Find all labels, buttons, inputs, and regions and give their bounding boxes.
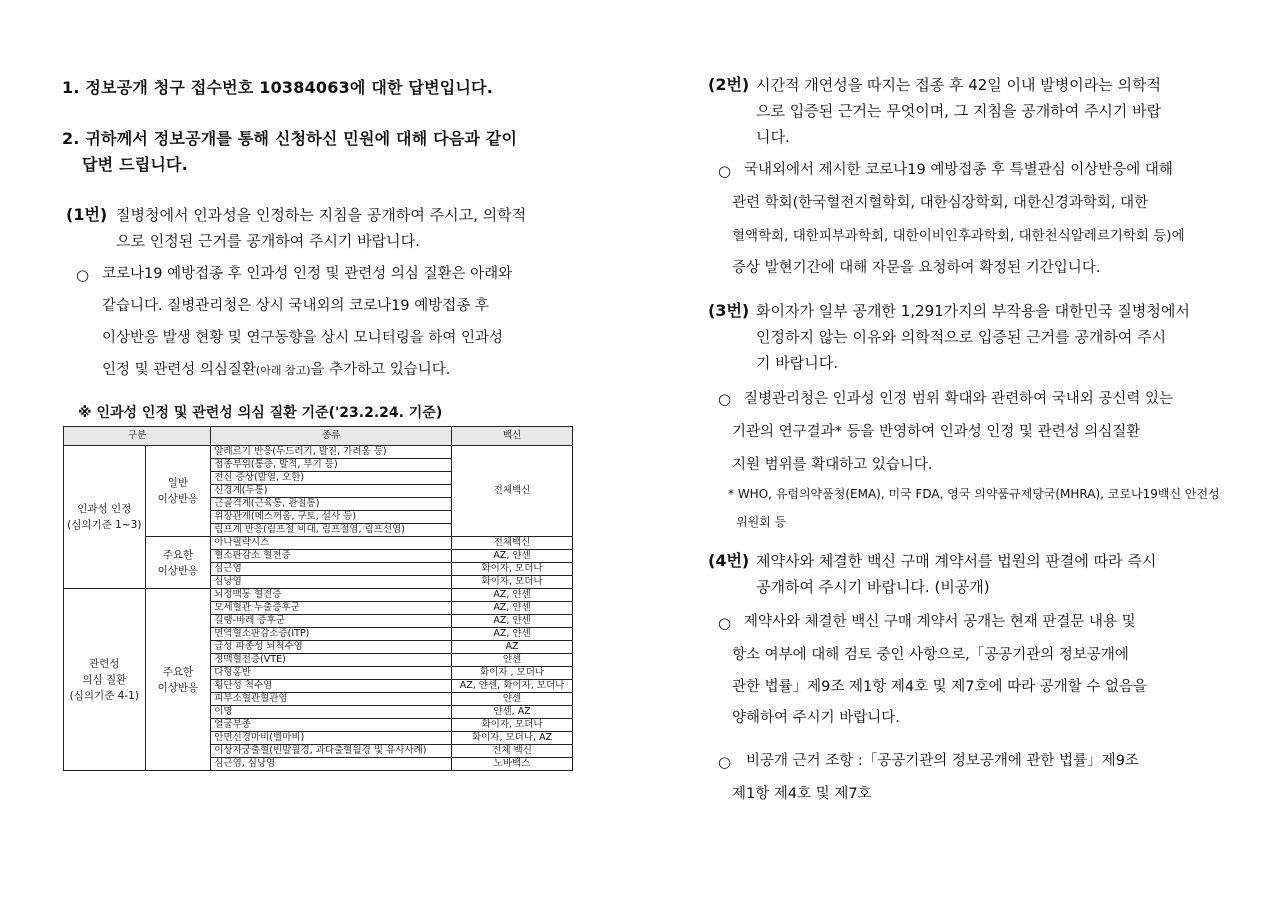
subgroup-general-label: 일반 이상반응 (145, 446, 211, 537)
answer-3-line1: 질병관리청은 인과성 인정 범위 확대와 관련하여 국내외 공신력 있는 (744, 391, 1174, 407)
answer-item2-line1: 2. 귀하께서 정보공개를 통해 신청하신 민원에 대해 다음과 같이 (62, 129, 518, 148)
reaction-name: 위장관계(메스꺼움, 구토, 설사 등) (211, 511, 452, 524)
header-type: 종류 (211, 427, 452, 446)
reaction-name: 이명 (211, 706, 452, 719)
reaction-name: 알레르기 반응(두드러기, 발진, 가려움 등) (211, 446, 452, 459)
vaccine-cell: AZ, 얀센 (452, 550, 573, 563)
table-header-row (64, 427, 573, 446)
reaction-name: 뇌정맥동 혈전증 (211, 589, 452, 602)
question-3-line2: 인정하지 않는 이유와 의학적으로 입증된 근거를 공개하여 주시 (756, 328, 1167, 346)
vaccine-cell: 화이자 , 모더나 (452, 667, 573, 680)
answer-1-line4: 인정 및 관련성 의심질환(아래 참고)을 추가하고 있습니다. (102, 362, 451, 378)
question-1-line1: 질병청에서 인과성을 인정하는 지침을 공개하여 주시고, 의학적 (116, 206, 527, 224)
answer-5-line2: 제1항 제4호 및 제7호 (732, 786, 872, 802)
question-2-line1: 시간적 개연성을 따지는 접종 후 42일 이내 발병이라는 의학적 (756, 76, 1161, 94)
answer-1-line3: 이상반응 발생 현황 및 연구동향을 상시 모니터링을 하여 인과성 (102, 330, 504, 346)
reaction-name: 림프계 반응(림프절 비대, 림프절염, 림프선염) (211, 524, 452, 537)
vaccine-cell: AZ, 얀센, 화이자, 모더나 (452, 680, 573, 693)
footnote-line1: * WHO, 유럽의약품청(EMA), 미국 FDA, 영국 의약품규제당국(MHRA), 코로나19백신 안전성 (728, 487, 1220, 501)
reaction-name: 길랭-바레 증후군 (211, 615, 452, 628)
reaction-name: 심낭염 (211, 576, 452, 589)
reaction-name: 심근염, 심낭염 (211, 758, 452, 771)
reaction-name: 혈소판감소 혈전증 (211, 550, 452, 563)
reaction-name: 얼굴부종 (211, 719, 452, 732)
subgroup-major-label: 주요한 이상반응 (145, 537, 211, 589)
reaction-name: 면역혈소판감소증(ITP) (211, 628, 452, 641)
answer-4-line2: 항소 여부에 대해 검토 중인 사항으로,「공공기관의 정보공개에 (732, 647, 1129, 663)
table-caption: ※ 인과성 인정 및 관련성 의심 질환 기준('23.2.24. 기준) (78, 405, 443, 421)
reaction-name: 심근염 (211, 563, 452, 576)
reaction-name: 이상자궁출혈(빈발월경, 과다출혈월경 및 유사사례) (211, 745, 452, 758)
vaccine-cell: 얀센, AZ (452, 706, 573, 719)
vaccine-cell: 화이자, 모더나, AZ (452, 732, 573, 745)
answer-4-line4: 양해하여 주시기 바랍니다. (732, 710, 900, 726)
vaccine-cell: 화이자, 모더나 (452, 576, 573, 589)
vaccine-cell: 얀센 (452, 693, 573, 706)
vaccine-cell: AZ, 얀센 (452, 602, 573, 615)
vaccine-cell: AZ, 얀센 (452, 628, 573, 641)
answer-2-line3: 혈액학회, 대한피부과학회, 대한이비인후과학회, 대한천식알레르기학회 등)에 (732, 228, 1185, 244)
vaccine-cell: 전체백신 (452, 446, 573, 537)
vaccine-cell: AZ, 얀센 (452, 615, 573, 628)
reaction-name: 근골격계(근육통, 관절통) (211, 498, 452, 511)
vaccine-cell: 얀센 (452, 654, 573, 667)
answer-3-line3: 지원 범위를 확대하고 있습니다. (732, 457, 933, 473)
group-causality-label: 인과성 인정 (심의기준 1~3) (64, 446, 146, 589)
header-vaccine: 백신 (452, 427, 573, 446)
reaction-name: 안면신경마비(벨마비) (211, 732, 452, 745)
group-suspected-label: 관련성 의심 질환 (심의기준 4-1) (64, 589, 146, 771)
reaction-name: 정맥혈전증(VTE) (211, 654, 452, 667)
table-row (64, 589, 573, 602)
answer-4-bullet: ○ (718, 614, 732, 632)
answer-5-line1: 비공개 근거 조항 :「공공기관의 정보공개에 관한 법률」제9조 (746, 753, 1139, 769)
answer-2-line1: 국내외에서 제시한 코로나19 예방접종 후 특별관심 이상반응에 대해 (744, 162, 1173, 178)
question-2-line2: 으로 입증된 근거는 무엇이며, 그 지침을 공개하여 주시기 바랍 (756, 102, 1162, 120)
answer-3-line2: 기관의 연구결과* 등을 반영하여 인과성 인정 및 관련성 의심질환 (732, 424, 1141, 440)
vaccine-cell: AZ (452, 641, 573, 654)
answer-2-bullet: ○ (718, 162, 732, 180)
answer-2-line4: 증상 발현기간에 대해 자문을 요청하여 확정된 기간입니다. (732, 260, 1101, 276)
vaccine-cell: 화이자, 모더나 (452, 719, 573, 732)
answer-intro: 1. 정보공개 청구 접수번호 10384063에 대한 답변입니다. (62, 78, 493, 97)
answer-2-line2: 관련 학회(한국혈전지혈학회, 대한심장학회, 대한신경과학회, 대한 (732, 195, 1149, 211)
question-2-line3: 니다. (756, 128, 790, 146)
reaction-name: 접종부위(통증, 발적, 부기 등) (211, 459, 452, 472)
reaction-name: 다형홍반 (211, 667, 452, 680)
adverse-reaction-table (63, 426, 573, 771)
header-category: 구분 (64, 427, 211, 446)
reaction-name: 피부소혈관혈관염 (211, 693, 452, 706)
answer-4-line1: 제약사와 체결한 백신 구매 계약서 공개는 현재 판결문 내용 및 (744, 614, 1136, 630)
question-3-number: (3번) (708, 301, 750, 320)
answer-item2-line2: 답변 드립니다. (82, 155, 188, 174)
answer-5-bullet: ○ (718, 753, 732, 771)
vaccine-cell: 전체백신 (452, 537, 573, 550)
reaction-name: 급성 파종성 뇌척수염 (211, 641, 452, 654)
vaccine-cell: AZ, 얀센 (452, 589, 573, 602)
question-4-line1: 제약사와 체결한 백신 구매 계약서를 법원의 판결에 따라 즉시 (756, 552, 1157, 570)
question-1-number: (1번) (66, 205, 108, 224)
question-3-line3: 기 바랍니다. (756, 354, 838, 372)
reaction-name: 모세혈관 누출증후군 (211, 602, 452, 615)
vaccine-cell: 화이자, 모더나 (452, 563, 573, 576)
question-4-line2: 공개하여 주시기 바랍니다. (비공개) (756, 578, 990, 596)
answer-3-bullet: ○ (718, 390, 732, 408)
answer-4-line3: 관한 법률」제9조 제1항 제4호 및 제7호에 따라 공개할 수 없음을 (732, 679, 1148, 695)
answer-1-line1: 코로나19 예방접종 후 인과성 인정 및 관련성 의심 질환은 아래와 (102, 266, 513, 282)
answer-1-bullet: ○ (76, 266, 90, 284)
vaccine-cell: 노바백스 (452, 758, 573, 771)
table-row (64, 446, 573, 459)
reaction-name: 횡단성 척수염 (211, 680, 452, 693)
footnote-line2: 위원회 등 (736, 515, 787, 529)
answer-1-line2: 같습니다. 질병관리청은 상시 국내외의 코로나19 예방접종 후 (102, 298, 489, 314)
reaction-name: 전신 증상(발열, 오한) (211, 472, 452, 485)
reaction-name: 신경계(두통) (211, 485, 452, 498)
question-2-number: (2번) (708, 75, 750, 94)
question-4-number: (4번) (708, 551, 750, 570)
subgroup-major-label: 주요한 이상반응 (145, 589, 211, 771)
vaccine-cell: 전체 백신 (452, 745, 573, 758)
question-3-line1: 화이자가 일부 공개한 1,291가지의 부작용을 대한민국 질병청에서 (756, 302, 1190, 320)
question-1-line2: 으로 인정된 근거를 공개하여 주시기 바랍니다. (116, 232, 420, 250)
reaction-name: 아나필락시스 (211, 537, 452, 550)
